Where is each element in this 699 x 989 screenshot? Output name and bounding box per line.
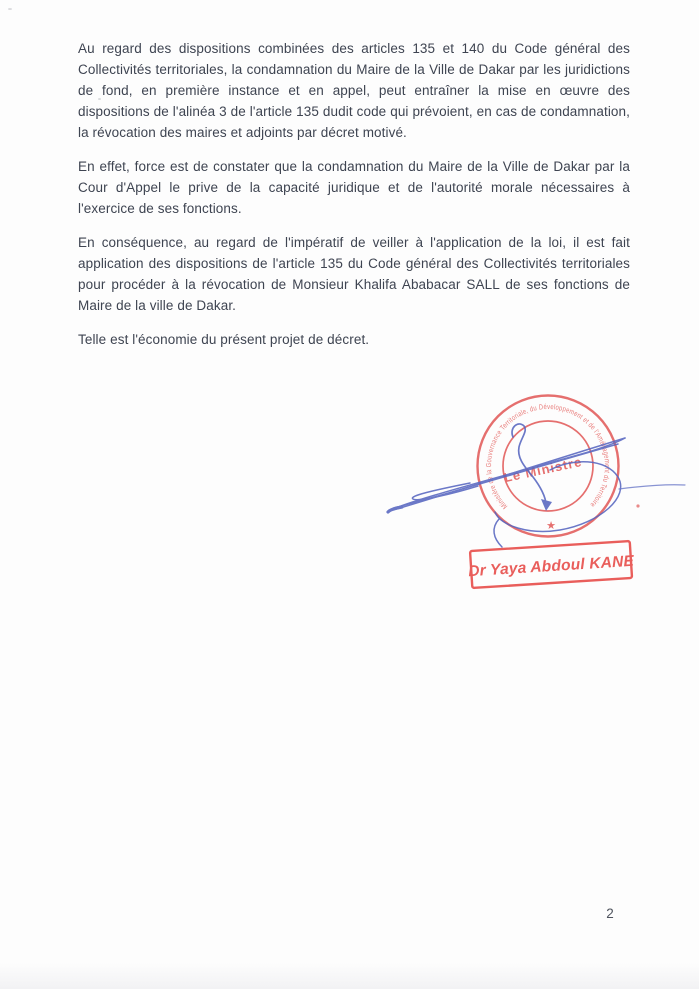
paragraph-3: En conséquence, au regard de l'impératif de veiller à l'application de la loi, il est fait application des dispositions de l'article 135 du Code général des Collectivités territoriales pour procéder à la révocation de Monsieur Khalifa Ababacar SALL de ses fonctions de Maire de la ville de Dakar. (78, 235, 630, 313)
stamp-center-text: Le Ministre (502, 453, 584, 486)
stamp-inner-circle (503, 421, 593, 511)
ministry-round-stamp (478, 396, 640, 537)
signature-stroke (619, 485, 685, 489)
scan-edge-shadow (0, 963, 699, 989)
name-plate-stamp (467, 541, 635, 588)
stamp-outer-circle (478, 396, 619, 537)
signature-stroke (390, 438, 625, 511)
star-icon: ★ (546, 520, 556, 532)
stamp-ring-text: Ministère de la Gouvernance Territoriale, du Développement et de l'Aménagement du Territoire (483, 401, 613, 512)
handwritten-signature (388, 424, 685, 547)
signature-stroke (388, 507, 402, 512)
paragraph-2: En effet, force est de constater que la condamnation du Maire de la Ville de Dakar par la Cour d'Appel le prive de la capacité juridique et de l'autorité morale nécessaires à l'exercice de ses fonctions. (78, 159, 630, 216)
name-plate-border (470, 541, 632, 588)
signature-stroke (494, 519, 502, 547)
signature-stroke (495, 462, 621, 532)
stamp-ring-text-container (484, 402, 612, 511)
signature-stroke (512, 424, 546, 505)
document-body (78, 38, 630, 350)
name-plate-text: Dr Yaya Abdoul KANE (467, 552, 635, 581)
paragraph-4: Telle est l'économie du présent projet de décret. (78, 332, 370, 347)
signature-stroke (394, 444, 618, 508)
stamp-ink-dot (636, 504, 639, 507)
scan-speck (8, 8, 12, 10)
signature-stroke (390, 438, 625, 511)
paragraph-1: Au regard des dispositions combinées des articles 135 et 140 du Code général des Collectivités territoriales, la condamnation du Maire de la Ville de Dakar par les juridictions de fond, en première instance et en appel, peut entraîner la mise en œuvre des dispositions de l'alinéa 3 de l'article 135 dudit code qui prévoient, en cas de condamnation, la révocation des maires et adjoints par décret motivé. (78, 41, 630, 140)
signature-stroke (412, 483, 478, 500)
page-number: 2 (606, 906, 614, 921)
signature-arrow-blob (541, 499, 552, 511)
